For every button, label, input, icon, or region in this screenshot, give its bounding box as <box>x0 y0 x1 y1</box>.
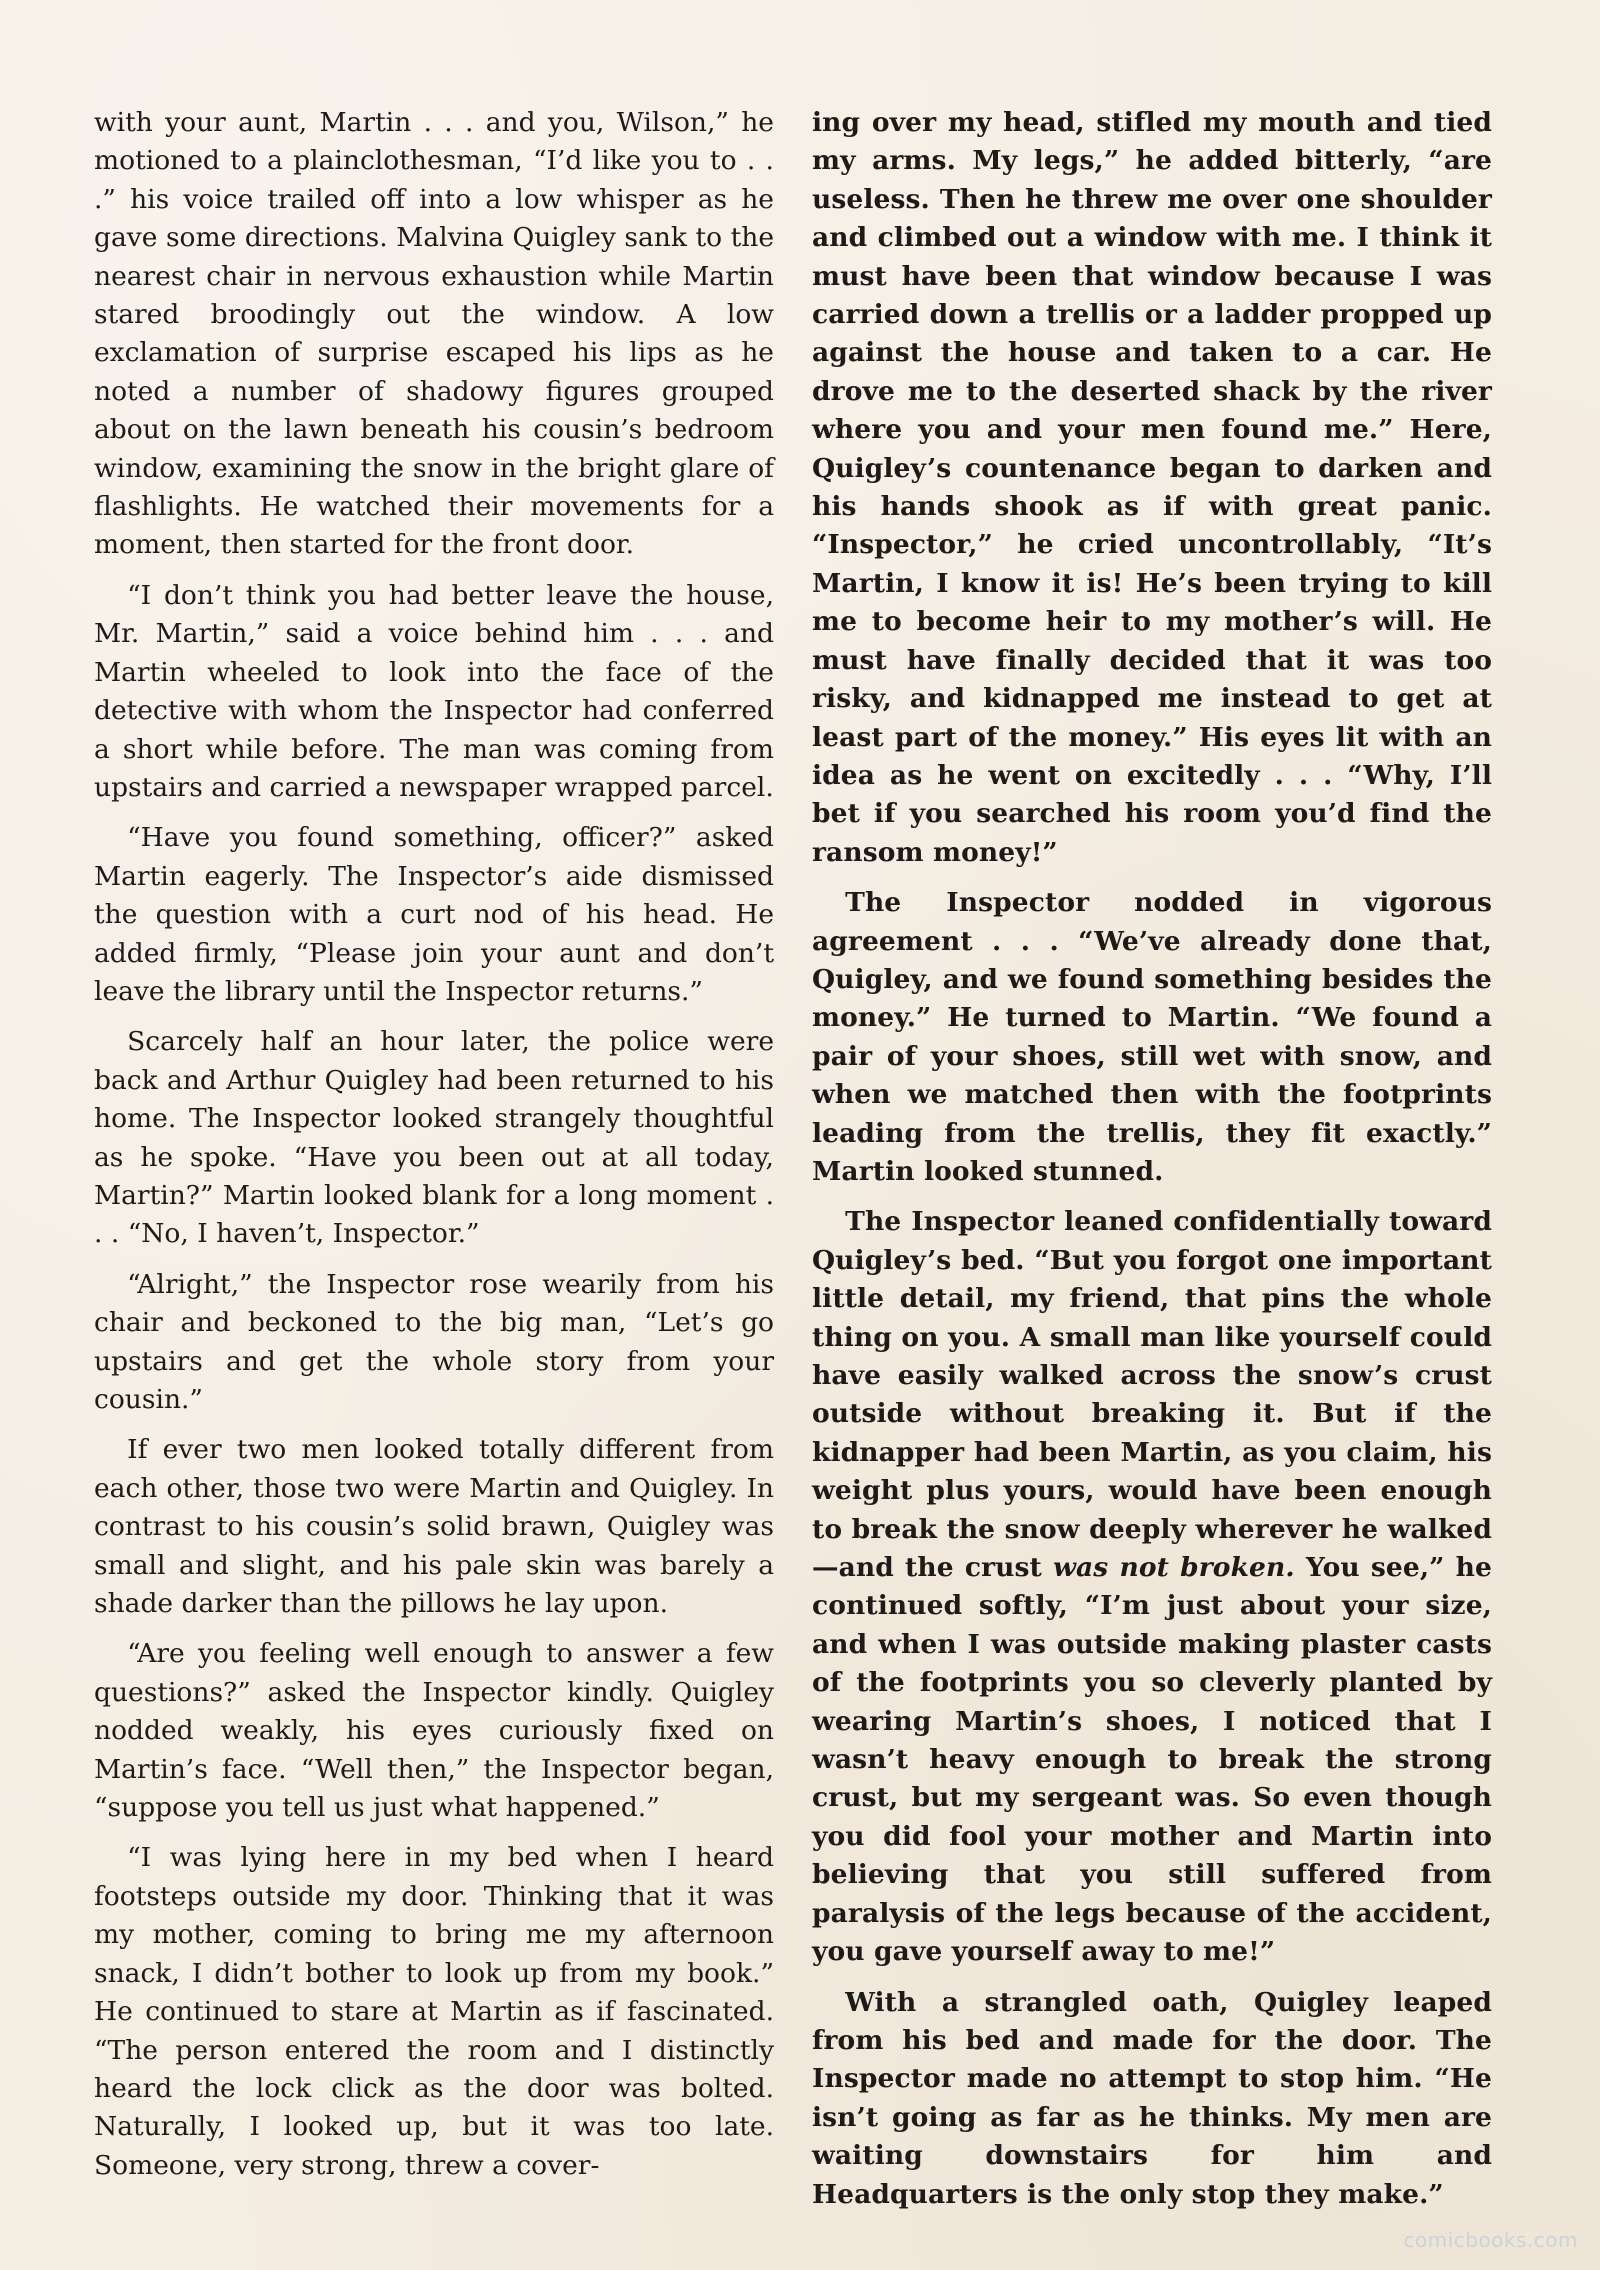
story-paragraph-with-emphasis <box>812 1203 1492 1971</box>
right-text-column <box>812 104 1492 2214</box>
story-paragraph: “I was lying here in my bed when I heard footsteps outside my door. Thinking that it was my mother, coming to bring me my afternoon snack, I didn’t bother to look up from my book.” He continued to stare at Martin as if fascinated. “The person entered the room and I distinctly heard the lock click as the door was bolted. Naturally, I looked up, but it was too late. Someone, very strong, threw a cover- <box>94 1842 774 2181</box>
paragraph-text: The Inspector leaned confidentially toward Quigley’s bed. “But you forgot one important little detail, my friend, that pins the whole thing on you. A small man like yourself could have easily walked across the snow’s crust outside without breaking it. But if the kidnapper had been Martin, as you claim, his weight plus yours, would have been enough to break the snow deeply wherever he walked —and the crust <box>812 1206 1492 1584</box>
story-paragraph: With a strangled oath, Quigley leaped from his bed and made for the door. The Inspector made no attempt to stop him. “He isn’t going as far as he thinks. My men are waiting downstairs for him and Headquarters is the only stop they make.” <box>812 1986 1492 2210</box>
story-paragraph: “I don’t think you had better leave the house, Mr. Martin,” said a voice behind him . . . and Martin wheeled to look into the face of the detective with whom the Inspector had conferred a short while before. The man was coming from upstairs and carried a newspaper wrapped parcel. <box>94 579 774 803</box>
story-paragraph: “Are you feeling well enough to answer a few questions?” asked the Inspector kindly. Quigley nodded weakly, his eyes curiously fixed on Martin’s face. “Well then,” the Inspector began, “suppose you tell us just what happened.” <box>94 1638 774 1824</box>
story-paragraph: Scarcely half an hour later, the police were back and Arthur Quigley had been returned to his home. The Inspector looked strangely thoughtful as he spoke. “Have you been out at all today, Martin?” Martin looked blank for a long moment . . . “No, I haven’t, Inspector.” <box>94 1026 774 1250</box>
left-text-column <box>94 104 774 2185</box>
emphasized-text: was not broken. <box>1053 1552 1295 1584</box>
story-paragraph: “Alright,” the Inspector rose wearily from his chair and beckoned to the big man, “Let’s go upstairs and get the whole story from your cousin.” <box>94 1268 774 1415</box>
story-paragraph: The Inspector nodded in vigorous agreement . . . “We’ve already done that, Quigley, and we found something besides the money.” He turned to Martin. “We found a pair of your shoes, still wet with snow, and when we matched then with the footprints leading from the trellis, they fit exactly.” Martin looked stunned. <box>812 887 1492 1187</box>
story-paragraph: with your aunt, Martin . . . and you, Wilson,” he motioned to a plainclothesman, “I’d like you to . . .” his voice trailed off into a low whisper as he gave some directions. Malvina Quigley sank to the nearest chair in nervous exhaustion while Martin stared broodingly out the window. A low exclamation of surprise escaped his lips as he noted a number of shadowy figures grouped about on the lawn beneath his cousin’s bedroom window, examining the snow in the bright glare of flashlights. He watched their movements for a moment, then started for the front door. <box>94 107 774 561</box>
story-paragraph: If ever two men looked totally different from each other, those two were Martin and Quigley. In contrast to his cousin’s solid brawn, Quigley was small and slight, and his pale skin was barely a shade darker than the pillows he lay upon. <box>94 1434 774 1620</box>
source-watermark: comicbooks.com <box>1403 2228 1578 2252</box>
story-paragraph: “Have you found something, officer?” asked Martin eagerly. The Inspector’s aide dismissed the question with a curt nod of his head. He added firmly, “Please join your aunt and don’t leave the library until the Inspector returns.” <box>94 822 774 1007</box>
story-paragraph: ing over my head, stifled my mouth and tied my arms. My legs,” he added bitterly, “are useless. Then he threw me over one shoulder and climbed out a window with me. I think it must have been that window because I was carried down a trellis or a ladder propped up against the house and taken to a car. He drove me to the deserted shack by the river where you and your men found me.” Here, Quigley’s countenance began to darken and his hands shook as if with great panic. “Inspector,” he cried uncontrollably, “It’s Martin, I know it is! He’s been trying to kill me to become heir to my mother’s will. He must have finally decided that it was too risky, and kidnapped me instead to get at least part of the money.” His eyes lit with an idea as he went on excitedly . . . “Why, I’ll bet if you searched his room you’d find the ransom money!” <box>812 107 1492 868</box>
paragraph-text: You see,” he continued softly, “I’m just about your size, and when I was outside making plaster casts of the footprints you so cleverly planted by wearing Martin’s shoes, I noticed that I wasn’t heavy enough to break the strong crust, but my sergeant was. So even though you did fool your mother and Martin into believing that you still suffered from paralysis of the legs because of the accident, you gave yourself away to me!” <box>812 1552 1492 1968</box>
